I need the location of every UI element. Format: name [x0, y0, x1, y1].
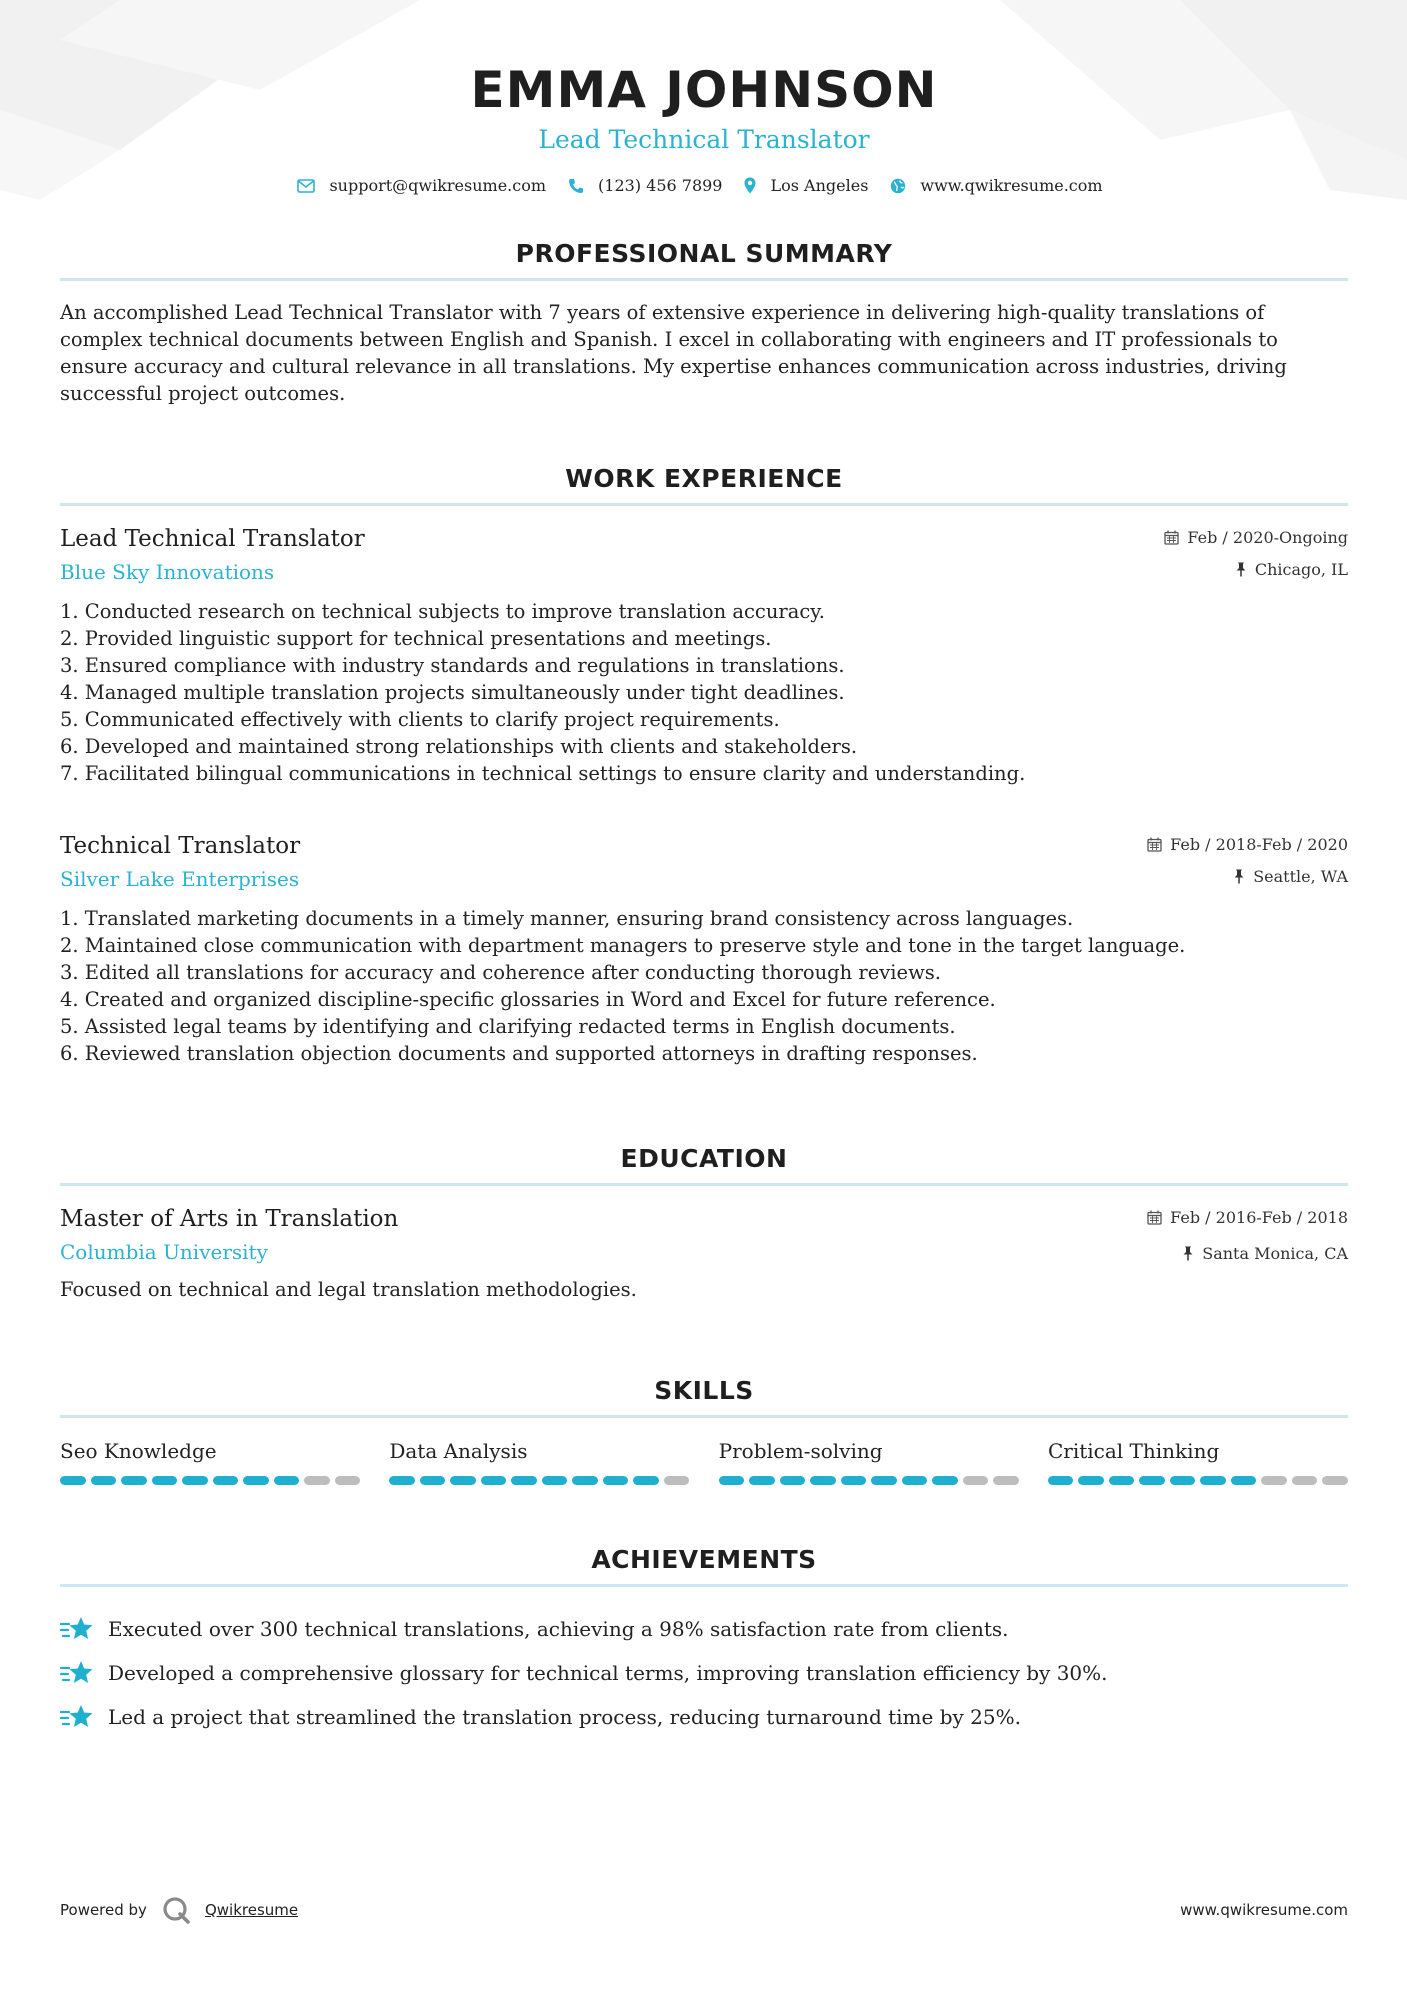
skill-dot-filled: [749, 1476, 775, 1485]
skill-dot-filled: [932, 1476, 958, 1485]
job-title: Lead Technical Translator: [60, 526, 365, 552]
skill-level-bar: [389, 1476, 689, 1485]
summary-heading: PROFESSIONAL SUMMARY: [515, 239, 893, 268]
contact-phone[interactable]: [568, 176, 722, 195]
skill-name: Data Analysis: [389, 1439, 528, 1463]
skill-dot-filled: [213, 1476, 239, 1485]
footer-website-link[interactable]: www.qwikresume.com: [1180, 1901, 1348, 1919]
achievements-section: [60, 1544, 1348, 1739]
skill-dot-filled: [633, 1476, 659, 1485]
phone-text: (123) 456 7899: [598, 176, 723, 195]
shooting-star-icon: [60, 1615, 94, 1643]
skill-name: Seo Knowledge: [60, 1439, 217, 1463]
skill-dot-filled: [91, 1476, 117, 1485]
education-dates: Feb / 2016-Feb / 2018: [1170, 1207, 1348, 1227]
job-company: Blue Sky Innovations: [60, 560, 275, 584]
page-footer: [60, 1895, 1348, 1925]
skill-dot-filled: [389, 1476, 415, 1485]
skill-dot-filled: [1231, 1476, 1257, 1485]
skill-dot-filled: [511, 1476, 537, 1485]
globe-icon: [890, 178, 906, 194]
skill-dot-filled: [182, 1476, 208, 1485]
skill-dot-filled: [810, 1476, 836, 1485]
section-divider: [60, 1183, 1348, 1186]
education-section: [60, 1143, 1348, 1303]
list-item: 3. Ensured compliance with industry standards and regulations in translations.: [60, 654, 845, 677]
phone-icon: [568, 178, 584, 194]
skills-section: [60, 1375, 1348, 1485]
list-item: 2. Provided linguistic support for technical presentations and meetings.: [60, 627, 772, 650]
education-meta: [1147, 1206, 1348, 1274]
job-entry: [60, 831, 1348, 1067]
experience-section: [60, 463, 1348, 1067]
summary-section: [60, 238, 1348, 407]
education-description: Focused on technical and legal translation methodologies.: [60, 1278, 637, 1301]
skill-dot-filled: [481, 1476, 507, 1485]
shooting-star-icon: [60, 1703, 94, 1731]
skill-dot-filled: [243, 1476, 269, 1485]
skill-item: [719, 1438, 1019, 1485]
list-item: 5. Communicated effectively with clients to clarify project requirements.: [60, 708, 780, 731]
skill-dot-filled: [1200, 1476, 1226, 1485]
skill-item: [389, 1438, 689, 1485]
job-bullets: [60, 598, 1348, 787]
list-item: 6. Reviewed translation objection documents and supported attorneys in drafting responses.: [60, 1042, 978, 1065]
skill-dot-filled: [841, 1476, 867, 1485]
candidate-title: Lead Technical Translator: [538, 125, 870, 154]
skill-dot-empty: [1261, 1476, 1287, 1485]
list-item: 6. Developed and maintained strong relationships with clients and stakeholders.: [60, 735, 858, 758]
skills-list: [60, 1438, 1348, 1485]
skill-dot-filled: [420, 1476, 446, 1485]
skill-dot-empty: [664, 1476, 690, 1485]
skill-dot-filled: [1139, 1476, 1165, 1485]
skill-item: [60, 1438, 360, 1485]
website-text: www.qwikresume.com: [920, 176, 1103, 195]
job-title: Technical Translator: [60, 833, 301, 859]
section-divider: [60, 1415, 1348, 1418]
skill-dot-filled: [1170, 1476, 1196, 1485]
job-dates: Feb / 2020-Ongoing: [1187, 527, 1348, 547]
skill-dot-empty: [304, 1476, 330, 1485]
achievements-list: [60, 1607, 1348, 1739]
skill-dot-filled: [572, 1476, 598, 1485]
skills-heading: SKILLS: [654, 1376, 754, 1405]
pushpin-icon: [1235, 562, 1247, 577]
footer-branding: [60, 1895, 298, 1925]
job-location: Chicago, IL: [1254, 559, 1348, 579]
achievement-text: Led a project that streamlined the translation process, reducing turnaround time by 25%.: [108, 1705, 1021, 1729]
contact-email[interactable]: [297, 176, 546, 195]
skill-dot-empty: [335, 1476, 361, 1485]
envelope-icon: [297, 179, 315, 193]
achievement-item: [60, 1607, 1348, 1651]
list-item: 1. Translated marketing documents in a timely manner, ensuring brand consistency across languages.: [60, 907, 1074, 930]
skill-dot-filled: [152, 1476, 178, 1485]
contact-website[interactable]: [890, 176, 1102, 195]
pushpin-icon: [1182, 1246, 1194, 1261]
pushpin-icon: [1233, 869, 1245, 884]
skill-dot-filled: [1078, 1476, 1104, 1485]
skill-dot-filled: [1048, 1476, 1074, 1485]
skill-dot-empty: [1322, 1476, 1348, 1485]
section-divider: [60, 278, 1348, 281]
education-location: Santa Monica, CA: [1202, 1243, 1348, 1263]
list-item: 4. Created and organized discipline-specific glossaries in Word and Excel for future reference.: [60, 988, 996, 1011]
skill-dot-filled: [450, 1476, 476, 1485]
calendar-icon: [1147, 837, 1162, 852]
skill-level-bar: [60, 1476, 360, 1485]
skill-level-bar: [1048, 1476, 1348, 1485]
achievement-text: Executed over 300 technical translations, achieving a 98% satisfaction rate from clients.: [108, 1617, 1009, 1641]
skill-dot-filled: [719, 1476, 745, 1485]
resume-header: [60, 58, 1348, 195]
job-company: Silver Lake Enterprises: [60, 867, 300, 891]
candidate-name: EMMA JOHNSON: [470, 61, 938, 119]
job-dates: Feb / 2018-Feb / 2020: [1170, 834, 1348, 854]
map-pin-icon: [744, 177, 756, 194]
achievement-text: Developed a comprehensive glossary for technical terms, improving translation efficiency by 30%.: [108, 1661, 1108, 1685]
skill-item: [1048, 1438, 1348, 1485]
skill-name: Problem-solving: [718, 1439, 883, 1463]
skill-dot-filled: [902, 1476, 928, 1485]
skill-dot-filled: [1109, 1476, 1135, 1485]
skill-dot-empty: [1292, 1476, 1318, 1485]
contact-bar: [60, 176, 1348, 195]
contact-location: [744, 176, 868, 195]
skill-dot-filled: [603, 1476, 629, 1485]
skill-dot-filled: [780, 1476, 806, 1485]
skill-level-bar: [719, 1476, 1019, 1485]
education-entry: [60, 1204, 1348, 1303]
skill-dot-filled: [121, 1476, 147, 1485]
email-text: support@qwikresume.com: [329, 176, 547, 195]
education-heading: EDUCATION: [620, 1144, 788, 1173]
skill-dot-empty: [993, 1476, 1019, 1485]
skill-dot-filled: [274, 1476, 300, 1485]
list-item: 1. Conducted research on technical subjects to improve translation accuracy.: [60, 600, 825, 623]
skill-dot-filled: [60, 1476, 86, 1485]
skill-name: Critical Thinking: [1047, 1439, 1220, 1463]
degree-title: Master of Arts in Translation: [60, 1206, 399, 1232]
shooting-star-icon: [60, 1659, 94, 1687]
qwikresume-link[interactable]: Qwikresume: [204, 1901, 299, 1919]
experience-heading: WORK EXPERIENCE: [565, 464, 843, 493]
job-meta: [1164, 526, 1348, 590]
skill-dot-empty: [963, 1476, 989, 1485]
job-bullets: [60, 905, 1348, 1067]
summary-text: An accomplished Lead Technical Translator with 7 years of extensive experience in delivering high-quality translations of complex technical documents between English and Spanish. I excel in collaborating with engineers and IT professionals to ensure accuracy and cultural relevance in all translations. My expertise enhances communication across industries, driving successful project outcomes.: [60, 301, 1287, 405]
list-item: 4. Managed multiple translation projects simultaneously under tight deadlines.: [60, 681, 845, 704]
powered-by-label: Powered by: [60, 1901, 147, 1919]
list-item: 5. Assisted legal teams by identifying and clarifying redacted terms in English documents.: [60, 1015, 956, 1038]
skill-dot-filled: [542, 1476, 568, 1485]
achievement-item: [60, 1651, 1348, 1695]
calendar-icon: [1147, 1210, 1162, 1225]
skill-dot-filled: [871, 1476, 897, 1485]
qwikresume-logo-icon: [161, 1895, 191, 1925]
section-divider: [60, 503, 1348, 506]
list-item: 3. Edited all translations for accuracy and coherence after conducting thorough reviews.: [60, 961, 941, 984]
calendar-icon: [1164, 530, 1179, 545]
list-item: 7. Facilitated bilingual communications in technical settings to ensure clarity and understanding.: [60, 762, 1026, 785]
job-location: Seattle, WA: [1253, 866, 1348, 886]
location-text: Los Angeles: [770, 176, 869, 195]
section-divider: [60, 1584, 1348, 1587]
achievement-item: [60, 1695, 1348, 1739]
job-meta: [1147, 833, 1348, 897]
job-entry: [60, 524, 1348, 787]
list-item: 2. Maintained close communication with department managers to preserve style and tone in the target language.: [60, 934, 1186, 957]
achievements-heading: ACHIEVEMENTS: [591, 1545, 817, 1574]
school-name: Columbia University: [60, 1240, 268, 1264]
